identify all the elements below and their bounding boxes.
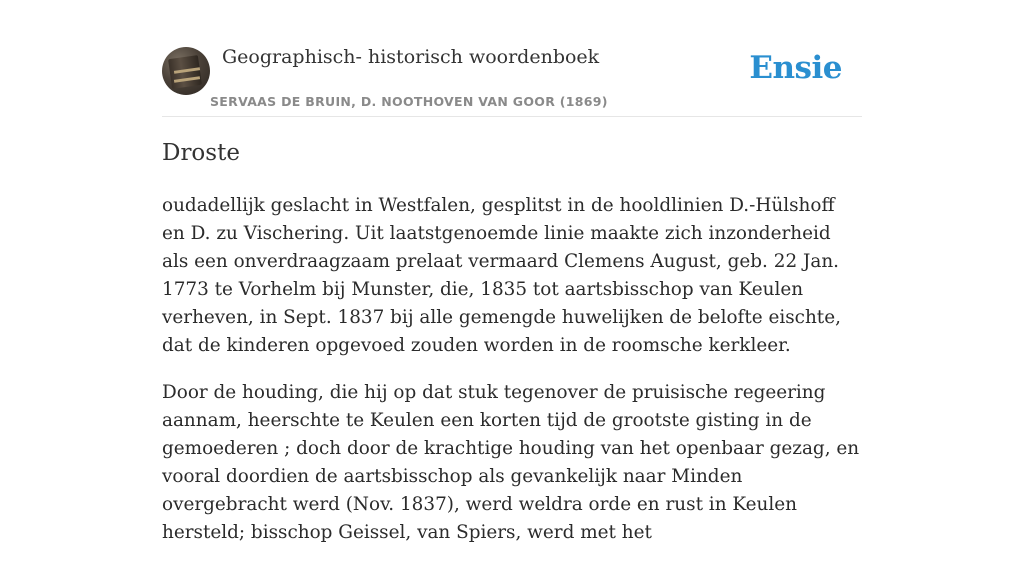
page-container — [162, 0, 862, 543]
page-header — [162, 0, 862, 117]
entry-paragraph: oudadellijk geslacht in Westfalen, gesplitst in de hooldlinien D.-Hülshoff en D. zu Vischering. Uit laatstgenoemde linie maakte zich inzonderheid als een onverdraagzaam prelaat vermaard Clemens August, geb. 22 Jan. 1773 te Vorhelm bij Munster, die, 1835 tot aartsbisschop van Keulen verheven, in Sept. 1837 bij alle gemengde huwelijken de belofte eischte, dat de kinderen opgevoed zouden worden in de roomsche kerkleer. — [162, 195, 841, 356]
entry-body — [162, 192, 862, 566]
book-title[interactable]: Geographisch- historisch woordenboek — [222, 46, 600, 68]
book-authors-year: SERVAAS DE BRUIN, D. NOOTHOVEN VAN GOOR (1869) — [210, 94, 608, 109]
book-cover-avatar[interactable] — [162, 47, 210, 95]
entry-title: Droste — [162, 140, 240, 166]
entry-paragraph: Door de houding, die hij op dat stuk tegenover de pruisische regeering aannam, heerschte te Keulen een korten tijd de grootste gisting in de gemoederen ; doch door de krachtige houding van het openbaar gezag, en vooral doordien de aartsbisschop als gevankelijk naar Minden overgebracht werd (Nov. 1837), werd weldra orde en rust in Keulen hersteld; bisschop Geissel, van Spiers, werd met het — [162, 382, 860, 543]
ensie-logo[interactable]: Ensie — [749, 50, 842, 86]
